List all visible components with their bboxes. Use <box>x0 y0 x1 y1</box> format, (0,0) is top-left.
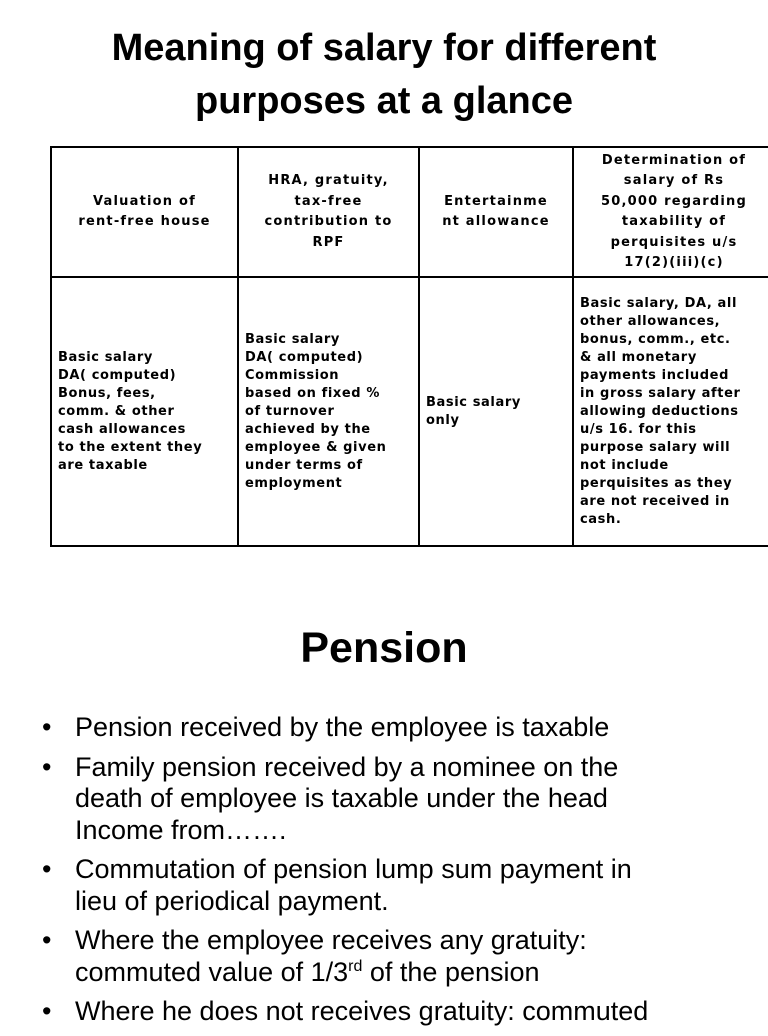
title-line-1: Meaning of salary for different <box>111 27 657 69</box>
header-cell-perquisites: Determination of salary of Rs 50,000 regarding taxability of perquisites u/s 17(2)(iii)(c) <box>573 147 768 277</box>
bullet-icon: • <box>42 925 52 955</box>
bullet-icon: • <box>42 751 52 782</box>
item4-after: of the pension <box>362 956 540 987</box>
superscript-rd: rd <box>348 957 363 975</box>
list-item: • Where he does not receives gratuity: commuted <box>42 996 649 1026</box>
list-item: • Pension received by the employee is taxable <box>42 712 610 742</box>
pension-heading: Pension <box>300 624 468 672</box>
header-cell-rent-free-house: Valuation of rent-free house <box>51 147 238 277</box>
salary-meaning-table <box>50 146 768 547</box>
table-row <box>51 277 768 546</box>
list-item: • Family pension received by a nominee on the death of employee is taxable under the head Income from……. <box>42 751 619 845</box>
list-item <box>42 925 742 988</box>
body-cell-entertainment: Basic salary only <box>419 277 573 546</box>
table-header-row <box>51 147 768 277</box>
body-cell-hra-gratuity: Basic salary DA( computed) Commission based on fixed % of turnover achieved by the employee & given under terms of employment <box>238 277 419 546</box>
header-cell-hra-gratuity: HRA, gratuity, tax-free contribution to RPF <box>238 147 419 277</box>
header-cell-entertainment: Entertainme nt allowance <box>419 147 573 277</box>
body-cell-perquisites: Basic salary, DA, all other allowances, bonus, comm., etc. & all monetary payments included in gross salary after allowing deductions u/s 16. for this purpose salary will not include perquisites as they are not received in cash. <box>573 277 768 546</box>
item4-before: Where the employee receives any gratuity: commuted value of 1/3 <box>75 925 587 987</box>
title-line-2: purposes at a glance <box>194 80 573 122</box>
pension-bullet-list <box>42 712 742 1036</box>
bullet-icon: • <box>42 854 52 884</box>
page-title <box>0 22 768 128</box>
body-cell-rent-free-house: Basic salary DA( computed) Bonus, fees, comm. & other cash allowances to the extent they are taxable <box>51 277 238 546</box>
bullet-icon: • <box>42 996 52 1026</box>
list-item: • Commutation of pension lump sum payment in lieu of periodical payment. <box>42 854 632 916</box>
bullet-icon: • <box>42 712 52 742</box>
